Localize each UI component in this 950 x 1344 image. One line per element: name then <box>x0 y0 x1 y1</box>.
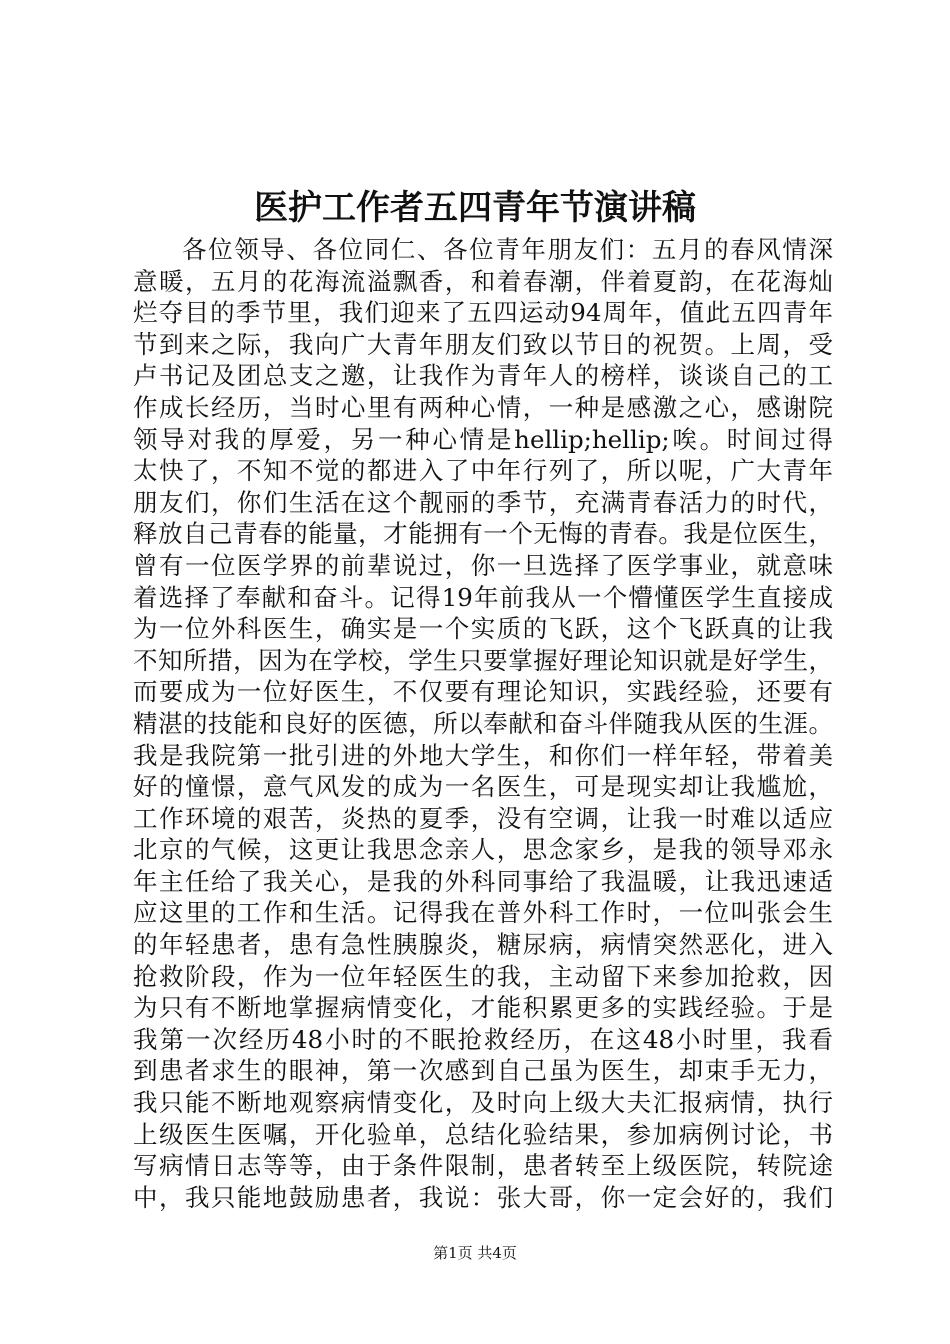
body-line: 而要成为一位好医生，不仅要有理论知识，实践经验，还要有 <box>133 677 833 707</box>
body-line: 各位领导、各位同仁、各位青年朋友们：五月的春风情深 <box>182 235 833 264</box>
body-line: 卢书记及团总支之邀，让我作为青年人的榜样，谈谈自己的工 <box>133 361 833 391</box>
body-line: 上级医生医嘱，开化验单，总结化验结果，参加病例讨论，书 <box>133 1119 833 1149</box>
body-line: 到患者求生的眼神，第一次感到自己虽为医生，却束手无力， <box>133 1056 833 1086</box>
body-line: 工作环境的艰苦，炎热的夏季，没有空调，让我一时难以适应 <box>133 803 833 833</box>
body-line: 烂夺目的季节里，我们迎来了五四运动94周年，值此五四青年 <box>133 298 833 328</box>
body-line: 中，我只能地鼓励患者，我说：张大哥，你一定会好的，我们 <box>133 1182 833 1212</box>
document-body <box>133 234 833 1213</box>
body-line: 好的憧憬，意气风发的成为一名医生，可是现实却让我尴尬， <box>133 772 833 802</box>
body-line: 着选择了奉献和奋斗。记得19年前我从一个懵懂医学生直接成 <box>133 582 833 612</box>
body-line: 作成长经历，当时心里有两种心情，一种是感激之心，感谢院 <box>133 392 833 422</box>
body-line: 应这里的工作和生活。记得我在普外科工作时，一位叫张会生 <box>133 898 833 928</box>
body-line: 我是我院第一批引进的外地大学生，和你们一样年轻，带着美 <box>133 740 833 770</box>
page-number-footer: 第1页 共4页 <box>433 1244 517 1262</box>
body-line: 领导对我的厚爱，另一种心情是hellip;hellip;唉。时间过得 <box>133 424 833 454</box>
body-line: 北京的气候，这更让我思念亲人，思念家乡，是我的领导邓永 <box>133 835 833 865</box>
body-line: 太快了，不知不觉的都进入了中年行列了，所以呢，广大青年 <box>133 456 833 486</box>
body-line: 为只有不断地掌握病情变化，才能积累更多的实践经验。于是 <box>133 993 833 1023</box>
body-line: 抢救阶段，作为一位年轻医生的我，主动留下来参加抢救，因 <box>133 961 833 991</box>
body-line: 写病情日志等等，由于条件限制，患者转至上级医院，转院途 <box>133 1151 833 1181</box>
body-line: 精湛的技能和良好的医德，所以奉献和奋斗伴随我从医的生涯。 <box>133 708 833 738</box>
document-title: 医护工作者五四青年节演讲稿 <box>254 188 696 228</box>
body-line: 朋友们，你们生活在这个靓丽的季节，充满青春活力的时代， <box>133 487 833 517</box>
body-line: 的年轻患者，患有急性胰腺炎，糖尿病，病情突然恶化，进入 <box>133 930 833 960</box>
body-line: 为一位外科医生，确实是一个实质的飞跃，这个飞跃真的让我 <box>133 614 833 644</box>
body-line: 我只能不断地观察病情变化，及时向上级大夫汇报病情，执行 <box>133 1088 833 1118</box>
body-line: 我第一次经历48小时的不眠抢救经历，在这48小时里，我看 <box>133 1024 833 1054</box>
body-line: 意暖，五月的花海流溢飘香，和着春潮，伴着夏韵，在花海灿 <box>133 266 833 296</box>
body-line: 节到来之际，我向广大青年朋友们致以节日的祝贺。上周，受 <box>133 329 833 359</box>
body-line: 曾有一位医学界的前辈说过，你一旦选择了医学事业，就意味 <box>133 550 833 580</box>
body-line: 不知所措，因为在学校，学生只要掌握好理论知识就是好学生， <box>133 645 833 675</box>
body-line: 年主任给了我关心，是我的外科同事给了我温暖，让我迅速适 <box>133 866 833 896</box>
body-line: 释放自己青春的能量，才能拥有一个无悔的青春。我是位医生， <box>133 519 833 549</box>
